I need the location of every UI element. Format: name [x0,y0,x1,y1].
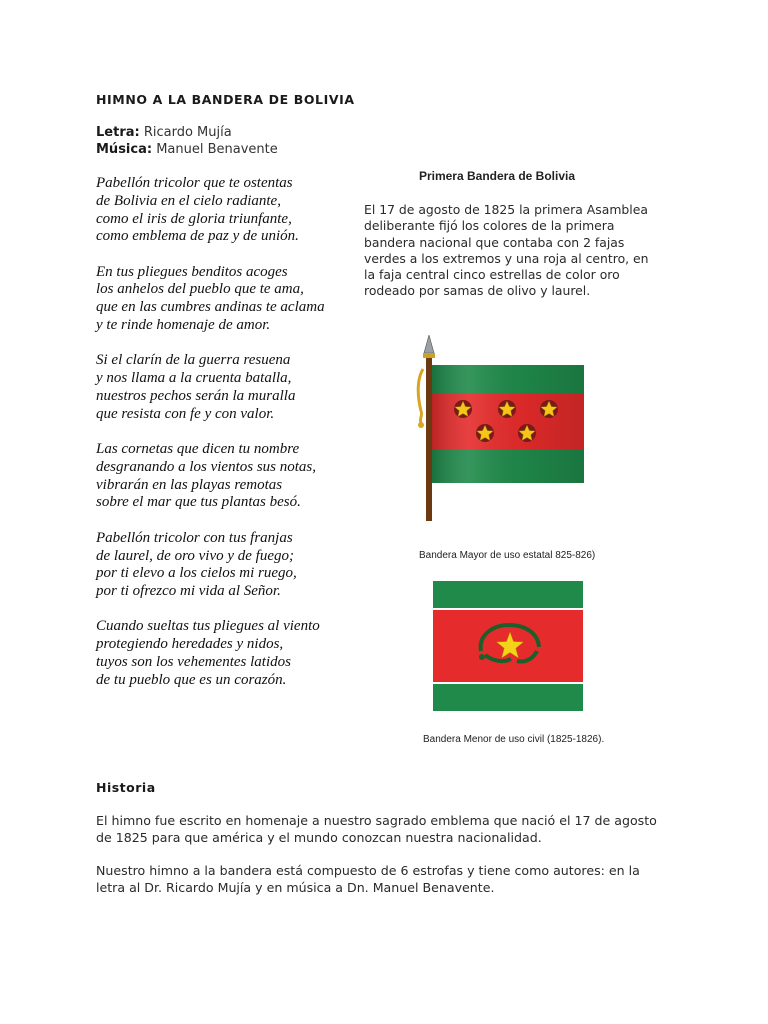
poem-line: Pabellón tricolor que te ostentas [96,175,293,191]
poem [96,175,356,707]
flag-mayor-caption: Bandera Mayor de uso estatal 825-826) [419,550,596,561]
poem-line: Si el clarín de la guerra resuena [96,352,291,369]
poem-line: y te rinde homenaje de amor. [96,317,271,334]
poem-line: Cuando sueltas tus pliegues al viento [96,618,320,635]
poem-stanza [96,441,356,512]
flag-menor-caption: Bandera Menor de uso civil (1825-1826). [423,734,605,745]
music-author: Manuel Benavente [156,142,278,157]
poem-line: de tu pueblo que es un corazón. [96,671,287,688]
poem-line: de laurel, de oro vivo y de fuego; [96,547,294,564]
first-flag-heading: Primera Bandera de Bolivia [418,169,576,183]
poem-line: nuestros pechos serán la muralla [96,387,296,404]
poem-line: vibrarán en las playas remotas [96,476,283,493]
poem-line: Las cornetas que dicen tu nombre [96,441,300,458]
poem-line: protegiendo heredades y nidos, [96,636,284,653]
poem-stanza [96,530,356,601]
poem-stanza [96,175,356,246]
poem-line: que resista con fe y con valor. [96,405,275,422]
music-label: Música: [96,142,153,157]
music-credit [96,142,278,157]
lyrics-label: Letra: [96,125,140,140]
history-paragraph: El himno fue escrito en homenaje a nuestro sagrado emblema que nació el 17 de agosto de 1825 para que américa y el mundo conozcan nuestra nacionalidad. [96,813,657,845]
poem-line: por ti elevo a los cielos mi ruego, [96,565,297,582]
poem-line: los anhelos del pueblo que te ama, [96,281,304,298]
flag-mayor-image [405,335,595,525]
lyrics-author: Ricardo Mujía [143,125,232,140]
poem-line: como emblema de paz y de unión. [96,228,299,245]
poem-line: como el iris de gloria triunfante, [96,210,292,227]
lyrics-credit [96,125,232,140]
history-heading: Historia [96,780,156,795]
poem-line: de Bolivia en el cielo radiante, [96,192,281,209]
poem-line: Pabellón tricolor con tus franjas [96,529,293,546]
poem-line: desgranando a los vientos sus notas, [96,458,317,475]
poem-line: tuyos son los vehementes latidos [96,654,291,671]
poem-line: En tus pliegues benditos acoges [96,263,288,280]
flag-menor-image [433,581,583,711]
poem-stanza [96,352,356,423]
poem-line: y nos llama a la cruenta batalla, [96,370,292,387]
first-flag-description: El 17 de agosto de 1825 la primera Asamblea deliberante fijó los colores de la primera bandera nacional que contaba con 2 fajas verdes a los extremos y una roja al centro, en la faja central cinco estrellas de color oro rodeado por samas de olivo y laurel. [364,202,649,299]
poem-line: sobre el mar que tus plantas besó. [96,494,301,511]
poem-stanza [96,264,356,335]
poem-stanza [96,618,356,689]
poem-line: por ti ofrezco mi vida al Señor. [96,583,281,600]
poem-line: que en las cumbres andinas te aclama [96,299,325,316]
document-title: HIMNO A LA BANDERA DE BOLIVIA [96,92,355,107]
history-paragraph: Nuestro himno a la bandera está compuesto de 6 estrofas y tiene como autores: en la letra al Dr. Ricardo Mujía y en música a Dn. Manuel Benavente. [96,863,640,895]
